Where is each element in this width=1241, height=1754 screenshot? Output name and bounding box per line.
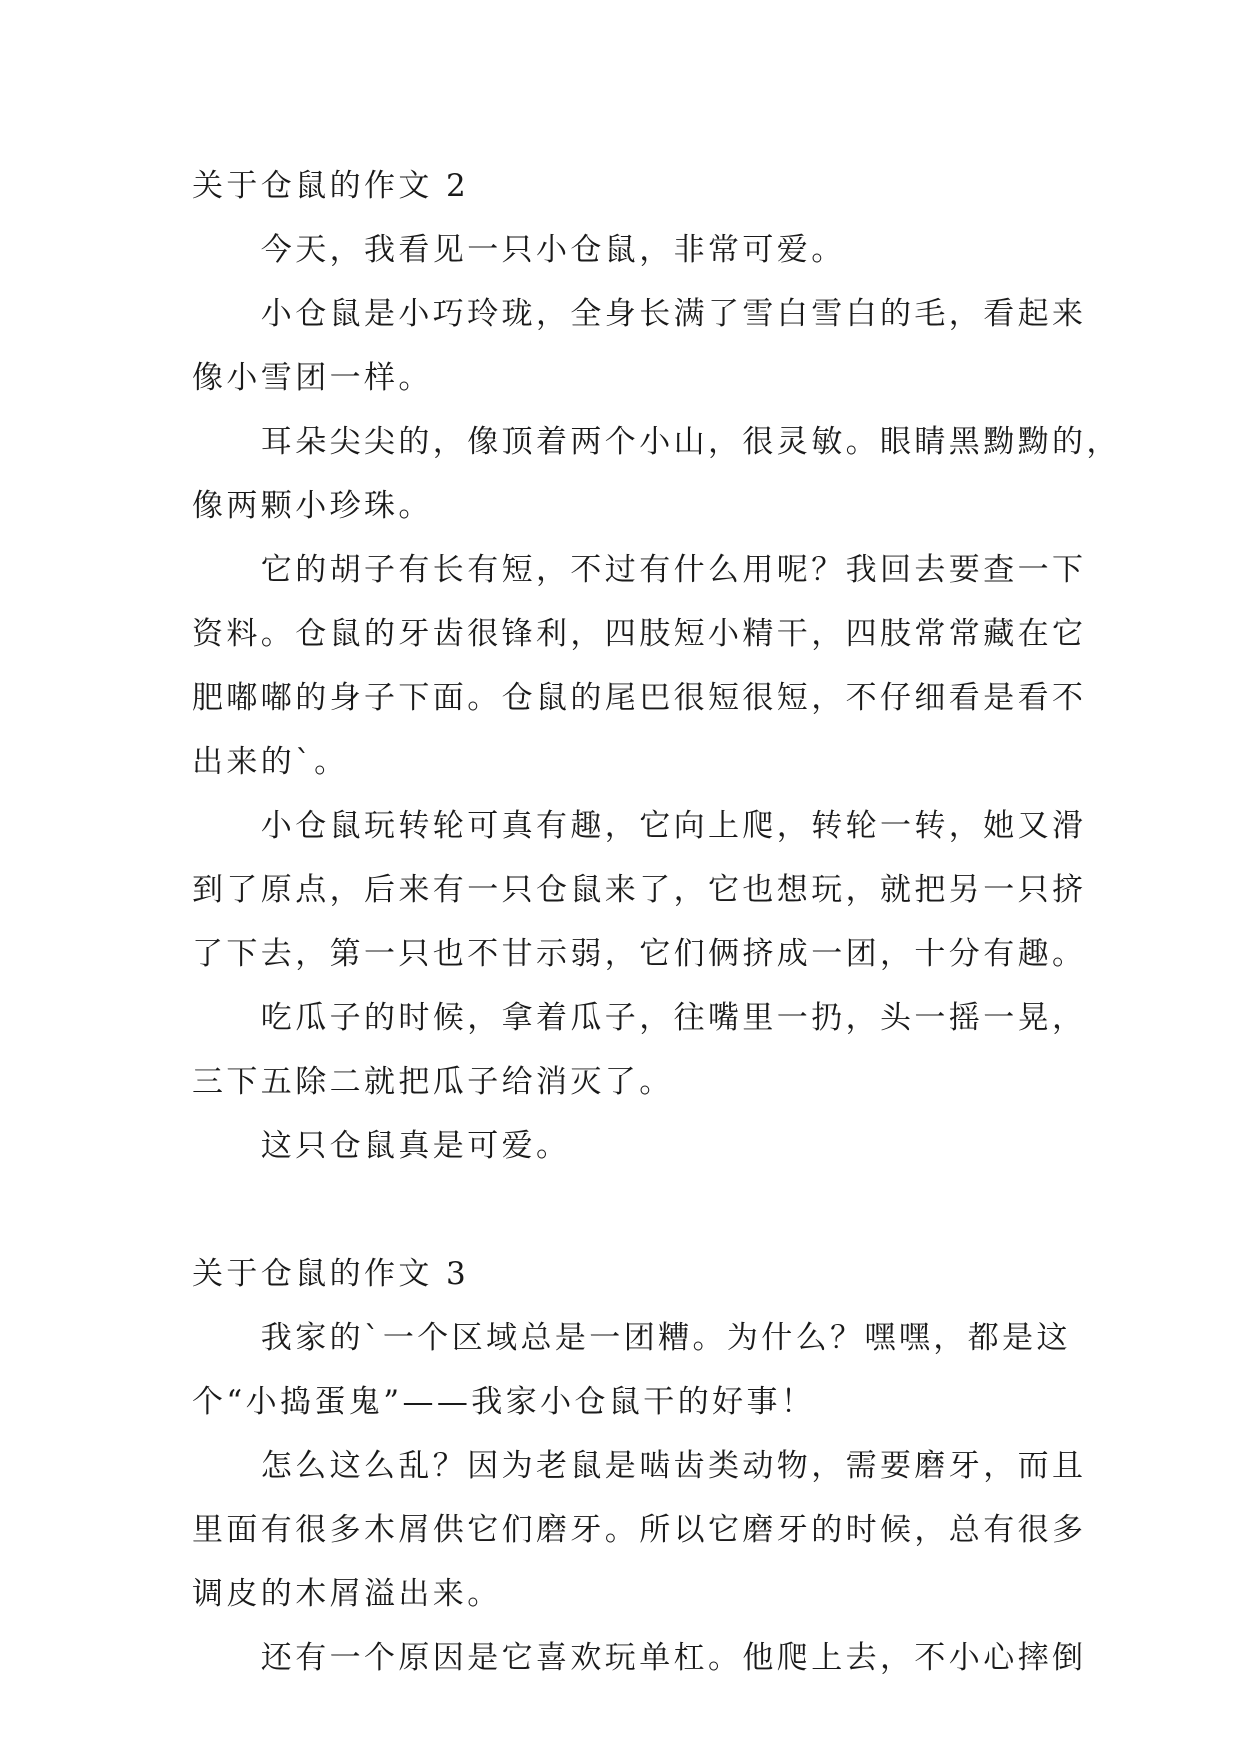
essay-2-line-6: 它的胡子有长有短，不过有什么用呢？我回去要查一下 [192,552,1087,588]
essay-3-line-2: 个“小捣蛋鬼”——我家小仓鼠干的好事！ [192,1384,816,1420]
essay-3-line-4: 里面有很多木屑供它们磨牙。所以它磨牙的时候，总有很多 [192,1512,1087,1548]
essay-2-line-3: 像小雪团一样。 [192,360,433,396]
essay-2-line-15: 这只仓鼠真是可爱。 [192,1128,571,1164]
essay-2-line-9: 出来的`。 [192,744,349,780]
essay-2-line-10: 小仓鼠玩转轮可真有趣，它向上爬，转轮一转，她又滑 [192,808,1087,844]
essay-3-line-1: 我家的`一个区域总是一团糟。为什么？嘿嘿，都是这 [192,1320,1071,1356]
essay-2-line-2: 小仓鼠是小巧玲珑，全身长满了雪白雪白的毛，看起来 [192,296,1087,332]
essay-3-line-3: 怎么这么乱？因为老鼠是啮齿类动物，需要磨牙，而且 [192,1448,1087,1484]
essay-2-line-1: 今天，我看见一只小仓鼠，非常可爱。 [192,232,846,268]
essay-3-title: 关于仓鼠的作文 3 [192,1256,470,1292]
essay-3-line-6: 还有一个原因是它喜欢玩单杠。他爬上去，不小心摔倒 [192,1640,1087,1676]
essay-2-line-12: 了下去，第一只也不甘示弱，它们俩挤成一团，十分有趣。 [192,936,1087,972]
essay-2-line-8: 肥嘟嘟的身子下面。仓鼠的尾巴很短很短，不仔细看是看不 [192,680,1087,716]
essay-2-title: 关于仓鼠的作文 2 [192,168,470,204]
essay-2-line-13: 吃瓜子的时候，拿着瓜子，往嘴里一扔，头一摇一晃， [192,1000,1087,1036]
essay-2-line-5: 像两颗小珍珠。 [192,488,433,524]
essay-2-line-14: 三下五除二就把瓜子给消灭了。 [192,1064,674,1100]
essay-2-line-11: 到了原点，后来有一只仓鼠来了，它也想玩，就把另一只挤 [192,872,1087,908]
essay-2-line-7: 资料。仓鼠的牙齿很锋利，四肢短小精干，四肢常常藏在它 [192,616,1087,652]
essay-2-line-4: 耳朵尖尖的，像顶着两个小山，很灵敏。眼睛黑黝黝的， [192,424,1121,460]
essay-3-line-5: 调皮的木屑溢出来。 [192,1576,502,1612]
